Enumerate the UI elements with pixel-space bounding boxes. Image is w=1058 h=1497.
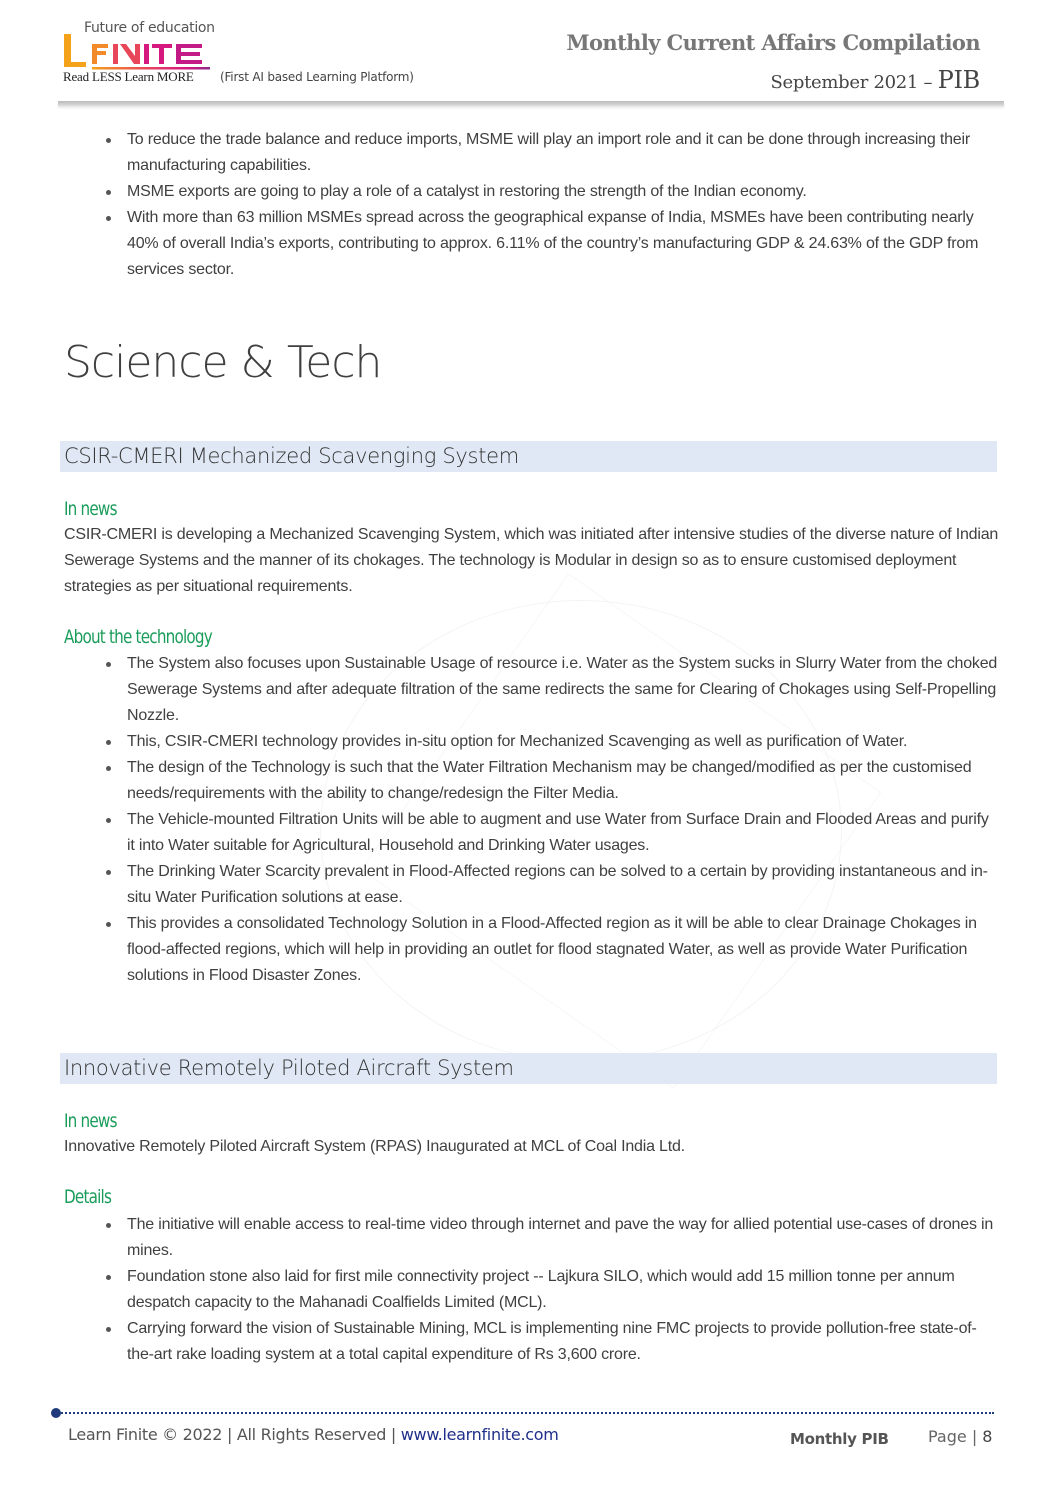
footer-publication: Monthly PIB [790, 1430, 889, 1448]
bullet-icon [106, 190, 111, 195]
list-item: The initiative will enable access to real-time video through internet and pave the way for allied potential use-cases of drones in mines. [0, 1212, 1058, 1264]
logo-tagline: Future of education [84, 20, 215, 36]
footer-divider [58, 1412, 994, 1416]
bullet-icon [106, 870, 111, 875]
bullet-icon [106, 216, 111, 221]
list-item: This, CSIR-CMERI technology provides in-situ option for Mechanized Scavenging as well as purification of Water. [0, 729, 1058, 755]
bullet-icon [106, 740, 111, 745]
website-link[interactable]: www.learnfinite.com [400, 1425, 559, 1444]
subtitle-month: September 2021 – [770, 72, 938, 93]
list-item: The Vehicle-mounted Filtration Units will be able to augment and use Water from Surface Drain and Flooded Areas and purify it into Water suitable for Agricultural, Household and Drinking Water usages. [0, 807, 1058, 859]
details-heading: Details [64, 1186, 112, 1208]
in-news-heading: In news [64, 498, 117, 520]
topic-heading-band [60, 441, 997, 472]
list-item: Carrying forward the vision of Sustainable Mining, MCL is implementing nine FMC projects to provide pollution-free state-of-the-art rake loading system at a total capital expenditure of Rs 3,600 crore. [0, 1316, 1058, 1368]
learnfinite-logo-icon [62, 32, 212, 70]
header-divider [58, 101, 1004, 106]
page-header [0, 0, 1058, 110]
bullet-icon [106, 922, 111, 927]
about-technology-heading: About the technology [64, 626, 212, 648]
bullet-icon [106, 1327, 111, 1332]
document-title: Monthly Current Affairs Compilation [566, 30, 980, 55]
bullet-icon [106, 1223, 111, 1228]
section-title: Science & Tech [64, 337, 382, 388]
bullet-icon [106, 818, 111, 823]
technology-bullet-list [0, 651, 1058, 989]
topic-title: CSIR-CMERI Mechanized Scavenging System [64, 444, 519, 468]
list-item: MSME exports are going to play a role of a catalyst in restoring the strength of the Indian economy. [0, 179, 1058, 205]
list-item: This provides a consolidated Technology Solution in a Flood-Affected region as it will be able to clear Drainage Chokages in flood-affected regions, which will help in providing an outlet for flood stagnated Water, as well as provide Water Purification solutions in Flood Disaster Zones. [0, 911, 1058, 989]
page-number: Page | 8 [928, 1427, 993, 1446]
list-item: The design of the Technology is such that the Water Filtration Mechanism may be changed/modified as per the customised needs/requirements with the ability to change/redesign the Filter Media. [0, 755, 1058, 807]
list-item: To reduce the trade balance and reduce imports, MSME will play an import role and it can be done through increasing their manufacturing capabilities. [0, 127, 1058, 179]
logo-ai-note: (First AI based Learning Platform) [220, 70, 414, 84]
list-item: Foundation stone also laid for first mile connectivity project -- Lajkura SILO, which would add 15 million tonne per annum despatch capacity to the Mahanadi Coalfields Limited (MCL). [0, 1264, 1058, 1316]
list-item: The System also focuses upon Sustainable Usage of resource i.e. Water as the System sucks in Slurry Water from the choked Sewerage Systems and after adequate filtration of the same redirects the same for Clearing of Chokages using Self-Propelling Nozzle. [0, 651, 1058, 729]
topic-title: Innovative Remotely Piloted Aircraft System [64, 1056, 514, 1080]
in-news-heading: In news [64, 1110, 117, 1132]
topic-heading-band [60, 1053, 997, 1084]
bullet-icon [106, 1275, 111, 1280]
document-subtitle [771, 66, 981, 94]
in-news-paragraph: CSIR-CMERI is developing a Mechanized Scavenging System, which was initiated after intensive studies of the diverse nature of Indian Sewerage Systems and the manner of its chokages. The technology is Modular in design so as to ensure customised deployment strategies as per situational requirements. [64, 526, 999, 595]
list-item: The Drinking Water Scarcity prevalent in Flood-Affected regions can be solved to a certain by providing instantaneous and in-situ Water Purification solutions at ease. [0, 859, 1058, 911]
bullet-icon [106, 138, 111, 143]
bullet-icon [106, 766, 111, 771]
list-item: With more than 63 million MSMEs spread across the geographical expanse of India, MSMEs have been contributing nearly 40% of overall India’s exports, contributing to approx. 6.11% of the country’s manufacturing GDP & 24.63% of the GDP from services sector. [0, 205, 1058, 283]
intro-bullet-list [0, 127, 1058, 283]
in-news-paragraph: Innovative Remotely Piloted Aircraft System (RPAS) Inaugurated at MCL of Coal India Ltd. [64, 1138, 685, 1155]
footer-copyright: Learn Finite © 2022 | All Rights Reserved | www.learnfinite.com [68, 1425, 559, 1444]
logo-slogan: Read LESS Learn MORE [63, 69, 194, 84]
details-bullet-list [0, 1212, 1058, 1368]
subtitle-pib: PIB [937, 66, 980, 94]
bullet-icon [106, 662, 111, 667]
